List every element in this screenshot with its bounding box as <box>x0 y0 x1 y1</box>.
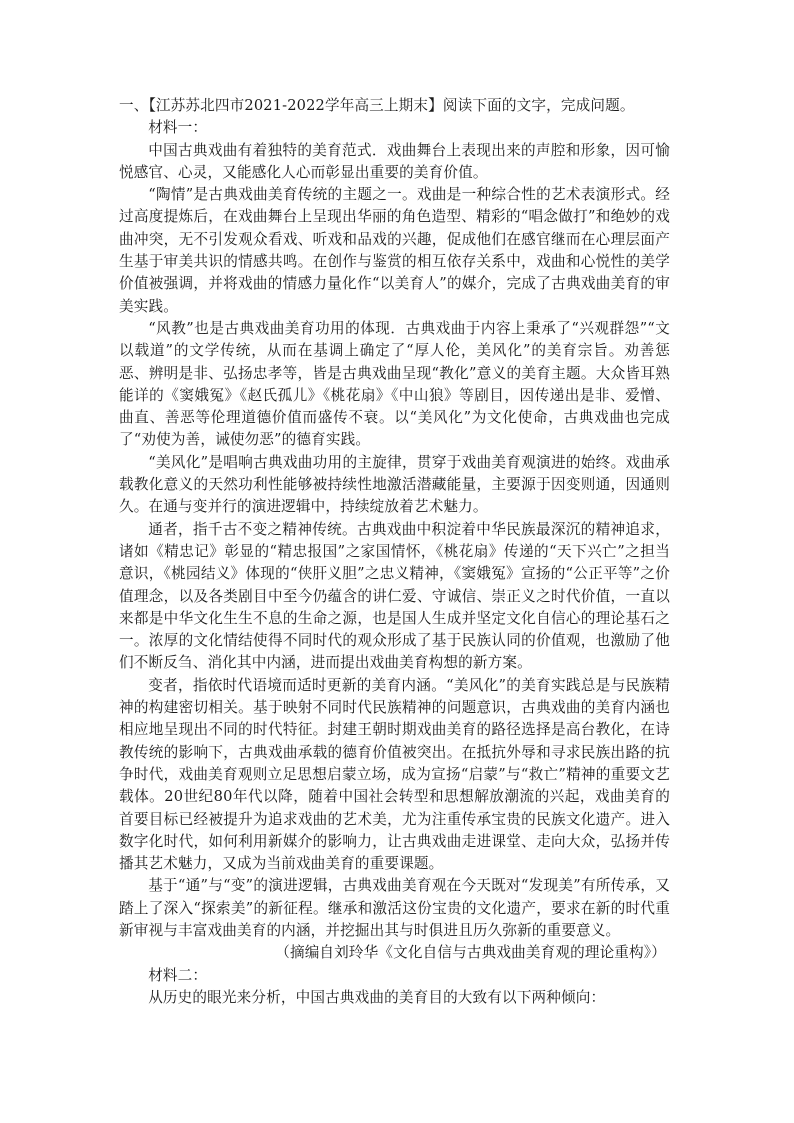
material-one-paragraph: 基于“通”与“变”的演进逻辑，古典戏曲美育观在今天既对“发现美”有所传承，又踏上了深入“探索美”的新征程。继承和激活这份宝贵的文化遗产，要求在新的时代重新审视与丰富戏曲美育的内涵，并挖掘出其与时俱进且历久弥新的重要意义。 <box>119 877 670 939</box>
material-one-paragraph: 变者，指依时代语境而适时更新的美育内涵。“美风化”的美育实践总是与民族精神的构建密切相关。基于映射不同时代民族精神的问题意识，古典戏曲的美育内涵也相应地呈现出不同的时代特征。封建王朝时期戏曲美育的路径选择是高台教化，在诗教传统的影响下，古典戏曲承载的德育价值被突出。在抵抗外辱和寻求民族出路的抗争时代，戏曲美育观则立足思想启蒙立场，成为宣扬“启蒙”与“救亡”精神的重要文艺载体。20世纪80年代以降，随着中国社会转型和思想解放潮流的兴起，戏曲美育的首要目标已经被提升为追求戏曲的艺术美，尤为注重传承宝贵的民族文化遗产。进入数字化时代，如何利用新媒介的影响力，让古典戏曲走进课堂、走向大众，弘扬并传播其艺术魅力，又成为当前戏曲美育的重要课题。 <box>119 676 670 873</box>
material-one-label: 材料一： <box>148 119 208 137</box>
material-two-paragraph: 从历史的眼光来分析，中国古典戏曲的美育目的大致有以下两种倾向： <box>148 988 606 1006</box>
material-one-paragraph: “美风化”是唱响古典戏曲功用的主旋律，贯穿于戏曲美育观演进的始终。戏曲承载教化意义的天然功利性能够被持续性地激活潜藏能量，主要源于因变则通，因通则久。在通与变并行的演进逻辑中，持续绽放着艺术魅力。 <box>119 453 670 516</box>
material-two-label: 材料二： <box>148 966 208 984</box>
material-one-paragraph: “风教”也是古典戏曲美育功用的体现．古典戏曲于内容上秉承了“兴观群怨”“文以载道”的文学传统，从而在基调上确定了“厚人伦，美风化”的美育宗旨。劝善惩恶、辨明是非、弘扬忠孝等，皆是古典戏曲呈现“教化”意义的美育主题。大众皆耳熟能详的《窦娥冤》《赵氏孤儿》《桃花扇》《中山狼》等剧目，因传递出是非、爱憎、曲直、善恶等伦理道德价值而盛传不衰。以“美风化”为文化使命，古典戏曲也完成了“劝使为善，诫使勿恶”的德育实践。 <box>119 319 670 449</box>
material-one-paragraph: 通者，指千古不变之精神传统。古典戏曲中积淀着中华民族最深沉的精神追求，诸如《精忠记》彰显的“精忠报国”之家国情怀，《桃花扇》传递的“天下兴亡”之担当意识，《桃园结义》体现的“侠肝义胆”之忠义精神，《窦娥冤》宣扬的“公正平等”之价值理念，以及各类剧目中至今仍蕴含的讲仁爱、守诚信、崇正义之时代价值，一直以来都是中华文化生生不息的生命之源，也是国人生成并坚定文化自信心的理论基石之一。浓厚的文化情结使得不同时代的观众形成了基于民族认同的价值观，也激励了他们不断反刍、消化其中内涵，进而提出戏曲美育构想的新方案。 <box>119 520 670 672</box>
question-heading: 一、【江苏苏北四市2021-2022学年高三上期末】阅读下面的文字，完成问题。 <box>119 97 635 114</box>
material-one-paragraph: 中国古典戏曲有着独特的美育范式．戏曲舞台上表现出来的声腔和形象，因可愉悦感官、心灵，又能感化人心而彰显出重要的美育价值。 <box>119 141 670 181</box>
material-one-paragraph: “陶情”是古典戏曲美育传统的主题之一。戏曲是一种综合性的艺术表演形式。经过高度提炼后，在戏曲舞台上呈现出华丽的角色造型、精彩的“唱念做打”和绝妙的戏曲冲突，无不引发观众看戏、听戏和品戏的兴趣，促成他们在感官继而在心理层面产生基于审美共识的情感共鸣。在创作与鉴赏的相互依存关系中，戏曲和心悦性的美学价值被强调，并将戏曲的情感力量化作“以美育人”的媒介，完成了古典戏曲美育的审美实践。 <box>119 186 670 315</box>
material-one-source: （摘编自刘玲华《文化自信与古典戏曲美育观的理论重构》） <box>275 944 666 962</box>
document-body <box>119 95 670 1009</box>
